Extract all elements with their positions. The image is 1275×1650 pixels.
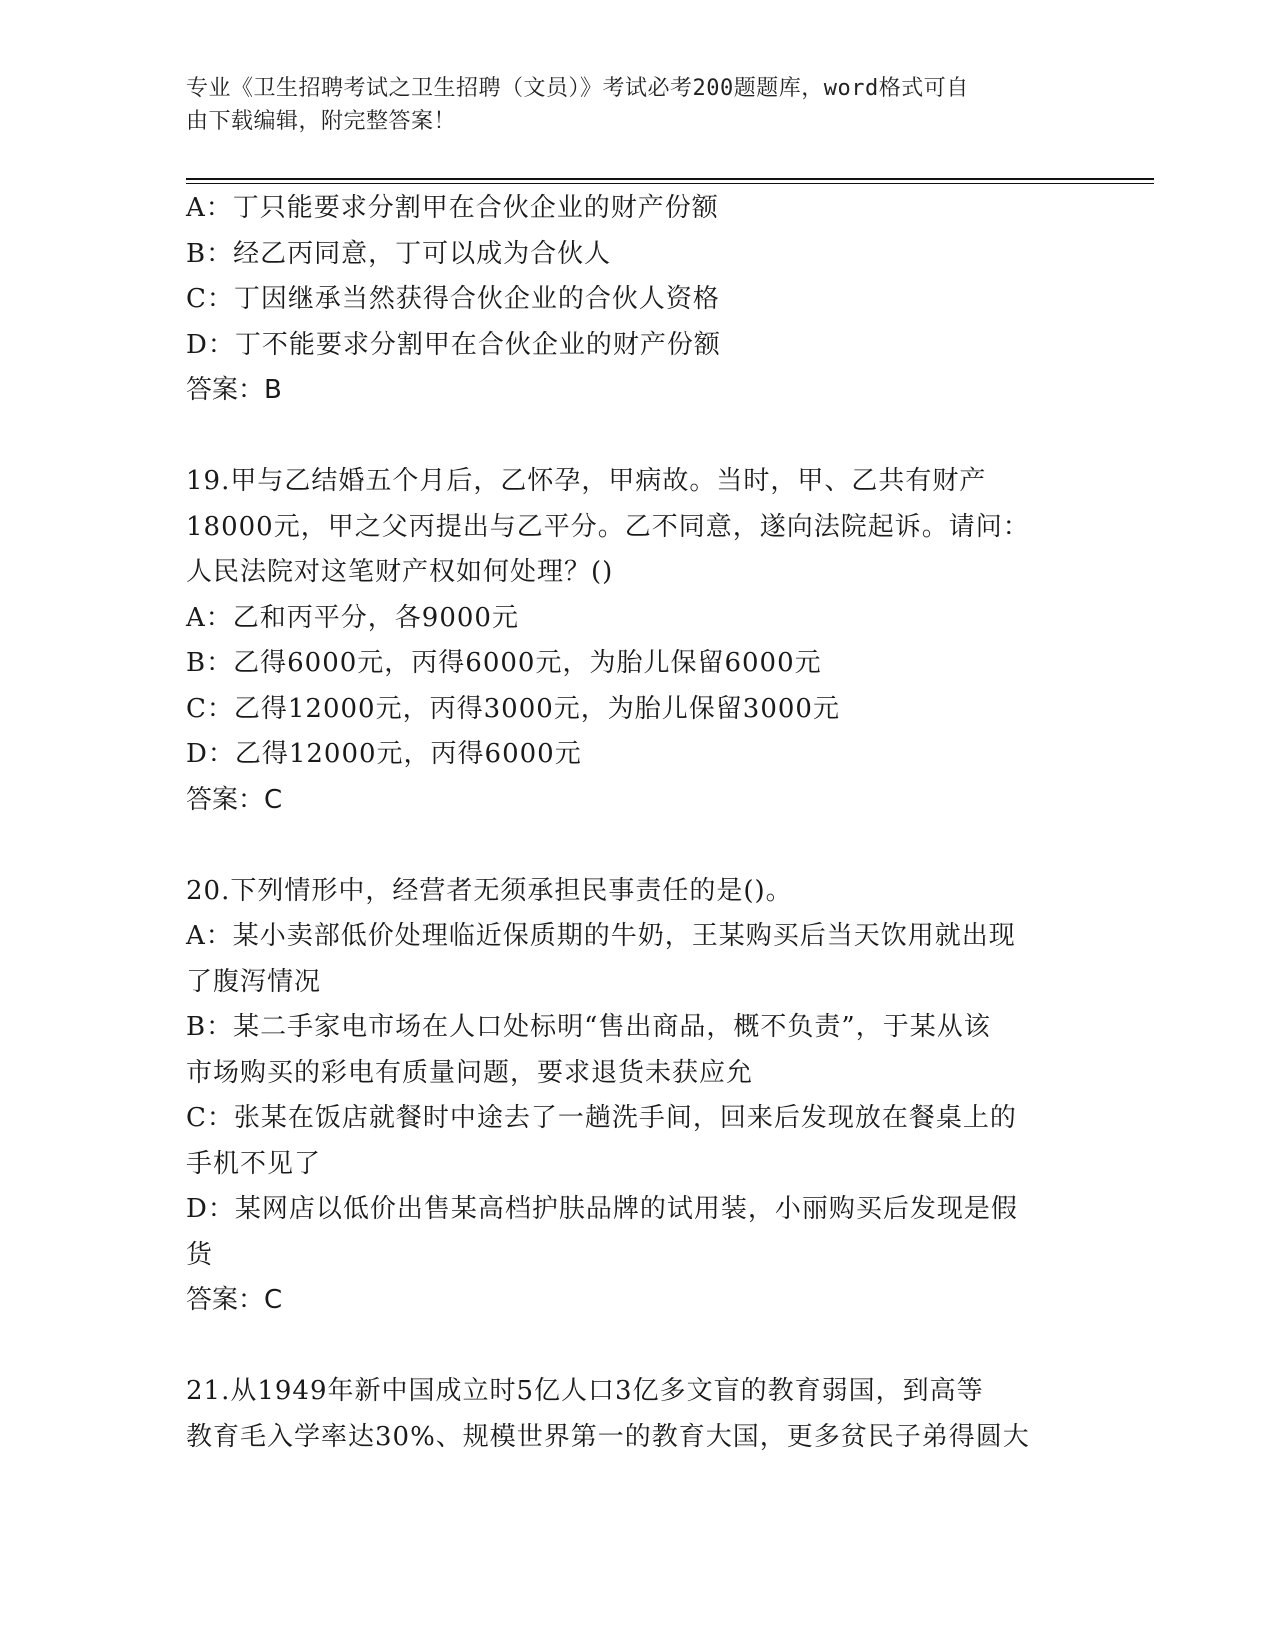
q19-stem-line-2: 18000元，甲之父丙提出与乙平分。乙不同意，遂向法院起诉。请问：	[186, 511, 1030, 542]
q19-option-c: C：乙得12000元，丙得3000元，为胎儿保留3000元	[186, 693, 840, 724]
q19-option-d: D：乙得12000元，丙得6000元	[186, 739, 582, 769]
q20-answer: 答案：C	[186, 1285, 283, 1315]
q20-option-a-line-2: 了腹泻情况	[186, 966, 322, 997]
q20-option-b-line-1: B：某二手家电市场在人口处标明“售出商品，概不负责”，于某从该	[186, 1012, 991, 1042]
header-divider-thin	[186, 183, 1154, 184]
header-line-2: 由下载编辑，附完整答案！	[186, 109, 457, 134]
q20-option-b-line-2: 市场购买的彩电有质量问题，要求退货未获应允	[186, 1057, 754, 1088]
header-divider-thick	[186, 178, 1154, 180]
q18-option-b: B：经乙丙同意，丁可以成为合伙人	[186, 238, 612, 269]
q20-option-a-line-1: A：某小卖部低价处理临近保质期的牛奶，王某购买后当天饮用就出现	[186, 921, 1016, 951]
q19-stem-line-1: 19.甲与乙结婚五个月后，乙怀孕，甲病故。当时，甲、乙共有财产	[186, 466, 987, 496]
document-header	[186, 72, 1066, 138]
q20-option-c-line-1: C：张某在饭店就餐时中途去了一趟洗手间，回来后发现放在餐桌上的	[186, 1103, 1017, 1133]
q18-option-c: C：丁因继承当然获得合伙企业的合伙人资格	[186, 284, 720, 314]
q21-stem-line-2: 教育毛入学率达30%、规模世界第一的教育大国，更多贫民子弟得圆大	[186, 1421, 1030, 1452]
q20-option-c-line-2: 手机不见了	[186, 1148, 322, 1179]
header-line-1: 专业《卫生招聘考试之卫生招聘（文员）》考试必考200题题库，word格式可自	[186, 76, 969, 101]
q18-option-d: D：丁不能要求分割甲在合伙企业的财产份额	[186, 329, 721, 360]
q19-stem-line-3: 人民法院对这笔财产权如何处理？()	[186, 557, 614, 587]
q19-option-a: A：乙和丙平分，各9000元	[186, 602, 519, 633]
q21-stem-line-1: 21.从1949年新中国成立时5亿人口3亿多文盲的教育弱国，到高等	[186, 1376, 984, 1406]
question-content	[186, 186, 1086, 1460]
spacer	[186, 823, 1086, 869]
q19-answer: 答案：C	[186, 784, 283, 815]
q20-stem: 20.下列情形中，经营者无须承担民事责任的是()。	[186, 875, 793, 906]
q19-option-b: B：乙得6000元，丙得6000元，为胎儿保留6000元	[186, 648, 822, 678]
q20-option-d-line-1: D：某网店以低价出售某高档护肤品牌的试用装，小丽购买后发现是假	[186, 1194, 1018, 1224]
q18-answer: 答案：B	[186, 375, 282, 405]
q18-option-a: A：丁只能要求分割甲在合伙企业的财产份额	[186, 193, 719, 223]
spacer	[186, 414, 1086, 460]
q20-option-d-line-2: 货	[186, 1239, 214, 1270]
spacer	[186, 1324, 1086, 1370]
